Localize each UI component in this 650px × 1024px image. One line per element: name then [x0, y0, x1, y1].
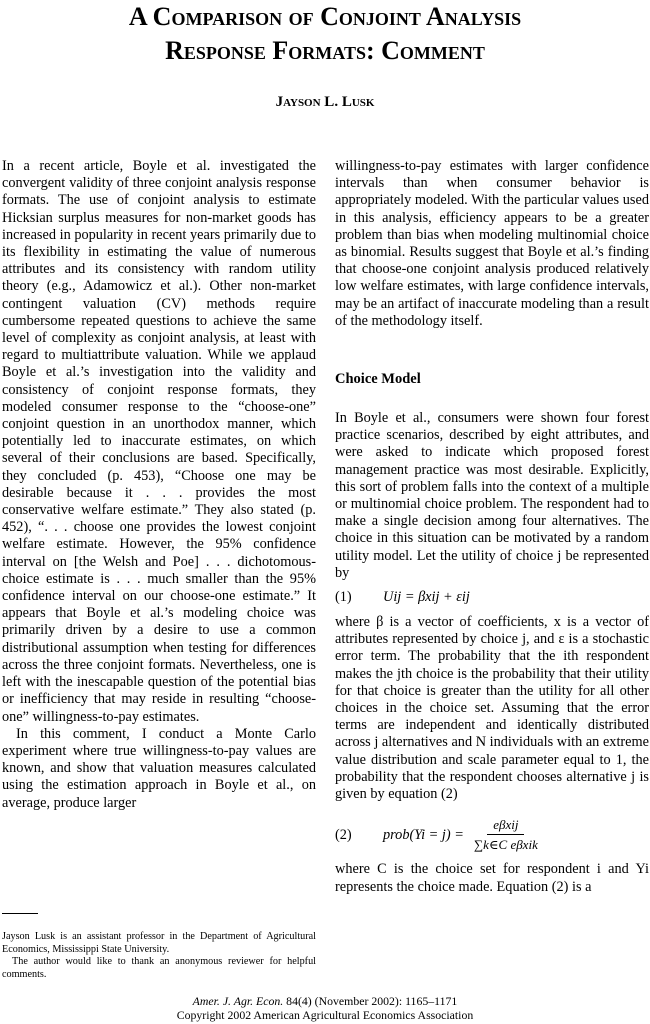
left-column [2, 158, 316, 812]
author-name: Jayson L. Lusk [275, 94, 375, 110]
equation-2-lhs: prob(Yi = j) = [383, 826, 464, 843]
footnote-acknowledgment: The author would like to thank an anonymous reviewer for helpful comments. [2, 956, 316, 980]
equation-1-body: Uij = βxij + εij [383, 589, 470, 606]
journal-citation: 84(4) (November 2002): 1165–1171 [283, 994, 458, 1008]
footnotes [2, 931, 316, 981]
continuation-paragraph: willingness-to-pay estimates with larger confidence intervals than when consumer behavior is appropriately modeled. With the particular values used in this analysis, efficiency appears to be a greater problem than bias when modeling multinomial choice as binomial. Results suggest that Boyle et al.’s finding that choose-one conjoint analysis produced relatively low welfare estimates, with large confidence intervals, may be an artifact of inaccurate modeling than a result of the methodology itself. [335, 158, 649, 329]
intro-paragraph-1: In a recent article, Boyle et al. investigated the convergent validity of three conjoint analysis response formats. The use of conjoint analysis to estimate Hicksian surplus measures for non-market goods has increased in popularity in recent years primarily due to its flexibility in estimating the value of numerous attributes and its consistency with random utility theory (e.g., Adamowicz et al.). Other non-market contingent valuation (CV) methods require cumbersome repeated questions to achieve the same level of complexity as conjoint analysis, at least with regard to multiattribute valuation. While we applaud Boyle et al.’s investigation into the validity and consistency of conjoint response formats, they modeled consumer response to the “choose-one” conjoint question in an unorthodox manner, which potentially led to inaccurate estimates, on which several of their conclusions are based. Specifically, they concluded (p. 453), “Choose one may be desirable because it . . . provides the most conservative welfare estimate.” They also stated (p. 452), “. . . choose one provides the lowest conjoint welfare estimate. However, the 95% confidence interval on [the Welsh and Poe] . . . dichotomous-choice estimate is . . . much smaller than the 95% confidence interval on our choose-one estimate.” It appears that Boyle et al.’s modeling choice was primarily driven by a desire to use a common distributional assumption when testing for differences across the three conjoint formats. Nevertheless, one is left with the inescapable question of the potential bias or inefficiency that may reside in resulting “choose-one” willingness-to-pay estimates. [2, 158, 316, 725]
footnote-divider [2, 913, 38, 914]
title-line-1: A Comparison of Conjoint Analysis [128, 2, 522, 31]
footnote-author-affiliation: Jayson Lusk is an assistant professor in the Department of Agricultural Economics, Mississippi State University. [2, 931, 316, 955]
intro-paragraph-2: In this comment, I conduct a Monte Carlo experiment where true willingness-to-pay values are known, and show that valuation measures calculated using the estimation approach in Boyle et al., on average, produce larger [2, 725, 316, 811]
choice-model-paragraph-1: In Boyle et al., consumers were shown four forest practice scenarios, described by eight attributes, and were asked to indicate which proposed forest management practice was most desirable. Explicitly, this sort of problem falls into the context of a multiple or multinomial choice problem. The respondent had to make a single decision among four alternatives. The choice in this situation can be motivated by a random utility model. Let the utility of choice j be represented by [335, 410, 649, 581]
equation-2-denominator: ∑k∈C eβxik [473, 836, 538, 852]
journal-copyright: Copyright 2002 American Agricultural Economics Association [176, 1008, 474, 1022]
journal-name: Amer. J. Agr. Econ. [192, 994, 284, 1008]
paper-title [0, 0, 650, 68]
choice-model-paragraph-3: where C is the choice set for respondent i and Yi represents the choice made. Equation (2) is a [335, 861, 649, 895]
equation-1-number: (1) [335, 589, 352, 606]
journal-citation-line [0, 994, 650, 1008]
equation-2 [335, 811, 649, 859]
journal-footer [0, 994, 650, 1022]
equation-1 [335, 588, 649, 608]
equation-2-fraction [468, 816, 544, 855]
right-column [335, 158, 649, 896]
title-line-2: Response Formats: Comment [165, 36, 485, 65]
equation-2-number: (2) [335, 826, 352, 843]
section-heading-choice-model: Choice Model [335, 371, 421, 388]
choice-model-paragraph-2: where β is a vector of coefficients, x is a vector of attributes represented by choice j, and ε is a stochastic error term. The probability that the ith respondent makes the jth choice is the probability that their utility for that choice is greater than the utility for all other choices in the choice set. Assuming that the error terms are independent and identically distributed across j alternatives and N individuals with an extreme value distribution and scale parameter equal to 1, the probability that the respondent chooses alternative j is given by equation (2) [335, 614, 649, 803]
equation-2-numerator: eβxij [487, 816, 524, 835]
